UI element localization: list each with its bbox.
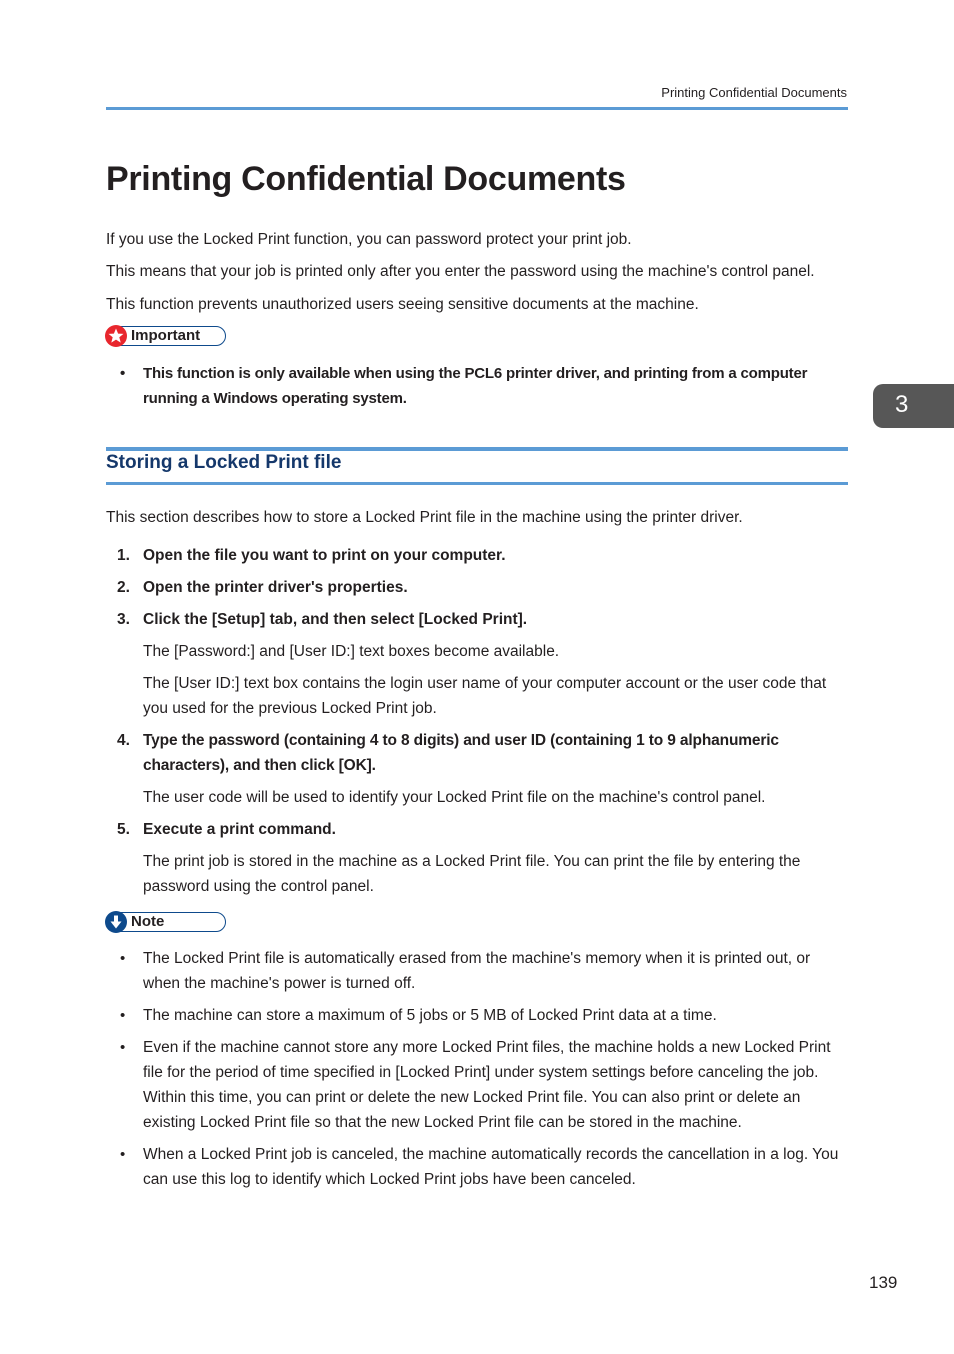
step-item <box>106 575 848 600</box>
step-text: Execute a print command. <box>143 821 336 838</box>
page-title: Printing Confidential Documents <box>106 160 626 198</box>
step-description: The [Password:] and [User ID:] text boxes become available. <box>143 643 560 660</box>
step-item <box>106 543 848 568</box>
step-text: Open the printer driver's properties. <box>143 579 408 596</box>
step-number: 3. <box>117 611 130 628</box>
section-title: Storing a Locked Print file <box>106 452 342 473</box>
step-number: 4. <box>117 732 130 749</box>
running-header: Printing Confidential Documents <box>661 85 847 100</box>
list-item: • The Locked Print file is automatically erased from the machine's memory when it is printed out, or when the machine's power is turned off. <box>118 946 848 996</box>
page-number: 139 <box>869 1273 898 1292</box>
step-description: The [User ID:] text box contains the login user name of your computer account or the user code that you used for the previous Locked Print job. <box>143 675 827 717</box>
step-number: 1. <box>117 547 130 564</box>
note-label: Note <box>131 913 165 930</box>
step-number: 5. <box>117 821 130 838</box>
step-description: The print job is stored in the machine as a Locked Print file. You can print the file by entering the password using the control panel. <box>143 853 801 895</box>
header-rule <box>106 107 848 110</box>
intro-paragraph-1: If you use the Locked Print function, you can password protect your print job. <box>106 231 632 248</box>
bullet: • <box>120 1007 126 1024</box>
important-label: Important <box>131 327 201 344</box>
important-badge <box>106 326 226 346</box>
step-item <box>106 728 848 810</box>
arrow-down-icon <box>105 911 127 933</box>
bullet: • <box>120 1039 126 1056</box>
section-intro: This section describes how to store a Locked Print file in the machine using the printer driver. <box>106 509 743 526</box>
list-item: • Even if the machine cannot store any more Locked Print files, the machine holds a new Locked Print file for the period of time specified in [Locked Print] under system settings before canceling the job. Within this time, you can print or delete the new Locked Print file. You can also print or delete an existing Locked Print file so that the new Locked Print file can be stored in the machine. <box>118 1035 848 1135</box>
list-item: • This function is only available when using the PCL6 printer driver, and printing from a computer running a Windows operating system. <box>118 361 836 411</box>
step-description: The user code will be used to identify your Locked Print file on the machine's control panel. <box>143 789 766 806</box>
bullet: • <box>120 365 126 382</box>
important-list <box>118 361 836 418</box>
bullet: • <box>120 1146 126 1163</box>
list-item: • The machine can store a maximum of 5 jobs or 5 MB of Locked Print data at a time. <box>118 1003 848 1028</box>
note-list <box>118 946 848 1199</box>
step-item <box>106 817 848 899</box>
chapter-tab <box>873 384 954 428</box>
star-icon <box>105 325 127 347</box>
steps-list <box>106 543 848 906</box>
intro-paragraph-2: This means that your job is printed only after you enter the password using the machine's control panel. <box>106 263 815 280</box>
section-bottom-rule <box>106 482 848 485</box>
step-number: 2. <box>117 579 130 596</box>
step-item <box>106 607 848 721</box>
section-top-rule <box>106 447 848 451</box>
bullet: • <box>120 950 126 967</box>
chapter-number: 3 <box>895 391 909 418</box>
note-badge <box>106 912 226 932</box>
list-item: • When a Locked Print job is canceled, the machine automatically records the cancellation in a log. You can use this log to identify which Locked Print jobs have been canceled. <box>118 1142 848 1192</box>
step-text: Click the [Setup] tab, and then select [Locked Print]. <box>143 611 528 628</box>
step-text: Open the file you want to print on your computer. <box>143 547 506 564</box>
intro-paragraph-3: This function prevents unauthorized users seeing sensitive documents at the machine. <box>106 296 699 313</box>
step-text: Type the password (containing 4 to 8 digits) and user ID (containing 1 to 9 alphanumeric characters), and then click [OK]. <box>143 732 779 774</box>
